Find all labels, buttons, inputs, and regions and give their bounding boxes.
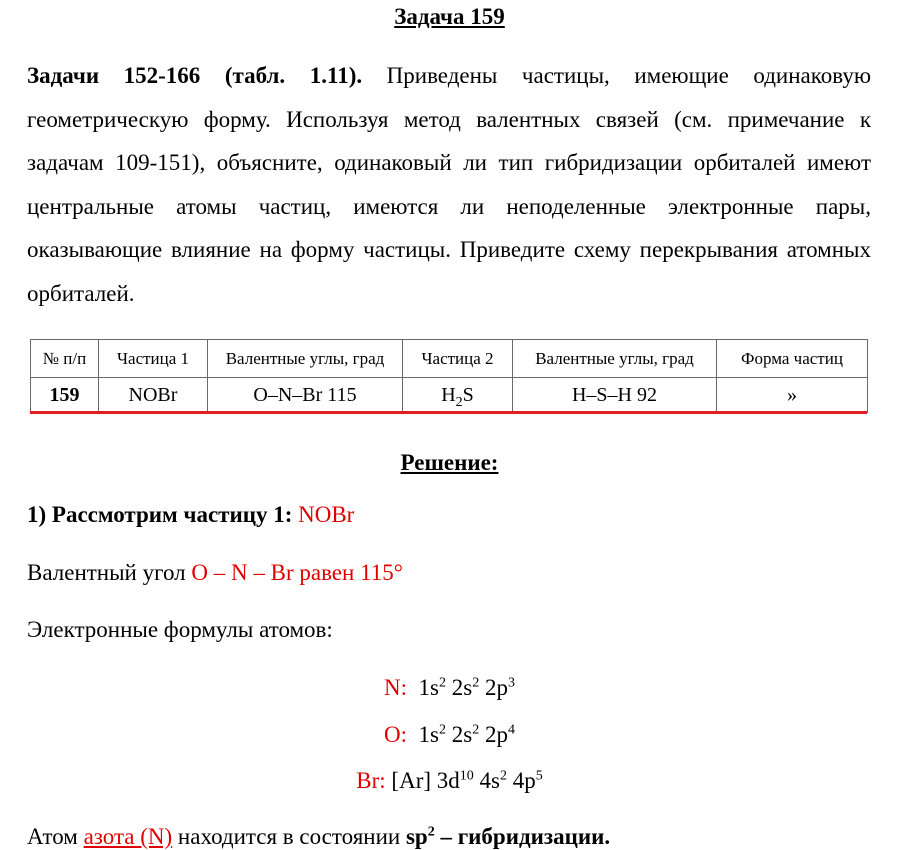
solution-title: Решение: [400,450,499,475]
hybridization-exp: 2 [427,824,435,840]
header-shape: Форма частиц [717,340,868,378]
formula-o-exp: 4 [507,722,515,738]
formula-o-term: 1s [418,722,439,747]
formula-br-exp: 10 [459,768,474,784]
problem-statement [27,54,871,316]
formula-n [0,675,899,701]
step1-label: 1) Рассмотрим частицу 1: [27,502,293,527]
hybridization-middle: находится в состоянии [172,824,406,849]
formula-br-exp: 2 [499,768,507,784]
formula-o-term: 2s [451,722,473,747]
header-particle2: Частица 2 [403,340,513,378]
formula-n-exp: 3 [507,675,515,691]
header-angle1: Валентные углы, град [208,340,403,378]
formula-o-term: 2p [484,722,508,747]
formula-n-exp: 2 [439,675,446,691]
formula-br-exp: 5 [535,768,543,784]
cell-angle1: O–N–Br 115 [208,378,403,413]
step1-line [27,502,354,528]
formula-o-label: O: [384,722,408,747]
hybridization-prefix: Атом [27,824,84,849]
particles-table [30,339,868,413]
cell-particle2 [403,378,513,413]
step1-particle: NOBr [298,502,355,527]
problem-range-label: Задачи 152-166 (табл. 1.11). [27,63,363,88]
cell-particle1: NOBr [99,378,208,413]
formula-br [0,768,899,794]
valence-angle-line [27,560,403,586]
formula-n-term: 1s [418,675,439,700]
hybridization-suffix: – гибридизации. [434,824,611,849]
formula-n-term: 2p [484,675,508,700]
formula-n-exp: 2 [472,675,480,691]
table-row [31,378,868,413]
formula-br-term: 4s [479,768,500,793]
electron-formulas-heading: Электронные формулы атомов: [27,617,333,642]
formula-o-exp: 2 [472,722,480,738]
header-particle1: Частица 1 [99,340,208,378]
formula-n-label: N: [384,675,408,700]
valence-angle-label: Валентный угол [27,560,186,585]
cell-angle2: H–S–H 92 [513,378,717,413]
formula-n-term: 2s [451,675,473,700]
valence-angle-value: O – N – Br равен 115° [191,560,403,585]
hybridization-atom: азота (N) [83,824,173,849]
table-underline [30,411,867,414]
hybridization-sp: sp [405,824,428,849]
formula-o-exp: 2 [439,722,446,738]
table-header-row [31,340,868,378]
formula-br-label: Br: [356,768,386,793]
cell-shape: » [717,378,868,413]
header-num: № п/п [31,340,99,378]
particle2-base: H [441,383,456,406]
problem-title: Задача 159 [394,4,505,29]
formula-br-term: 4p [512,768,536,793]
particle2-tail: S [462,383,474,406]
hybridization-type [406,824,610,849]
formula-o [0,722,899,748]
cell-num: 159 [31,378,99,413]
header-angle2: Валентные углы, град [513,340,717,378]
particle2-subscript: 2 [455,394,463,410]
formula-br-term: [Ar] 3d [391,768,460,793]
problem-text: Приведены частицы, имеющие одинаковую геометрическую форму. Используя метод валентных связей (см. примечание к задачам 109-151), объясните, одинаковый ли тип гибридизации орбиталей имеют центральные атомы частиц, имеются ли неподеленные электронные пары, оказывающие влияние на форму частицы. Приведите схему перекрывания атомных орбиталей. [27,63,872,306]
hybridization-line [27,824,610,850]
